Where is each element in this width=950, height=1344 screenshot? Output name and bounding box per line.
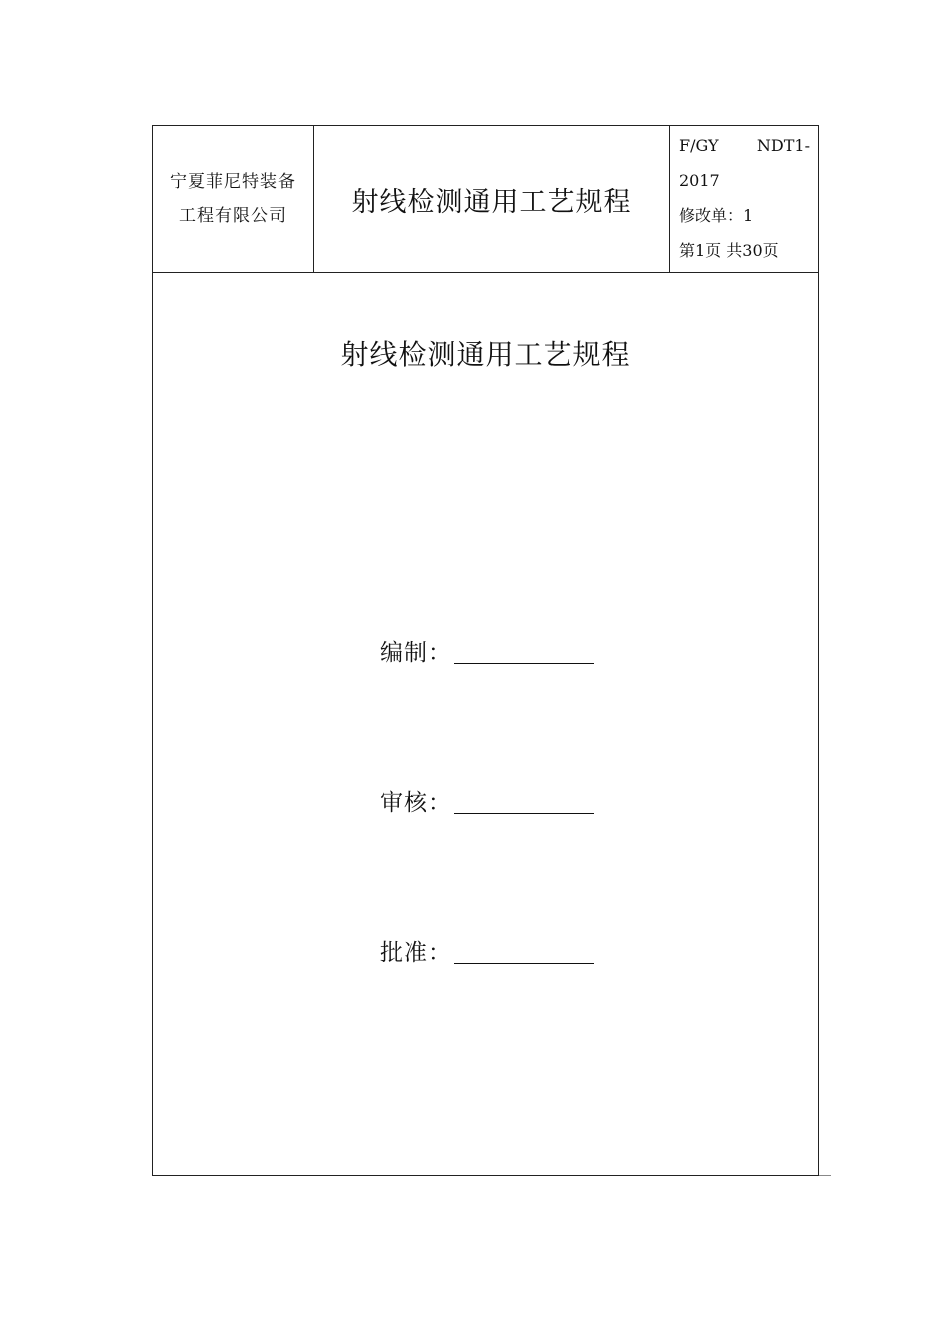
doc-code-suffix: NDT1- (756, 136, 810, 155)
company-cell (153, 126, 314, 272)
document-frame (152, 125, 819, 1176)
signature-row-approved (380, 934, 594, 967)
revision-number: 修改单：1 (679, 206, 754, 225)
signature-line-approved[interactable] (454, 939, 594, 964)
doc-code (679, 128, 810, 163)
signature-line-prepared[interactable] (454, 639, 594, 664)
company-name-line2: 工程有限公司 (179, 206, 287, 226)
header-table (153, 126, 818, 273)
signature-label-prepared: 编制： (380, 640, 452, 666)
signature-row-reviewed (380, 784, 594, 817)
signature-label-reviewed: 审核： (380, 790, 452, 816)
doc-code-prefix: F/GY (679, 136, 719, 155)
signature-label-approved: 批准： (380, 940, 452, 966)
signature-line-reviewed[interactable] (454, 789, 594, 814)
main-title: 射线检测通用工艺规程 (340, 338, 631, 371)
page-info: 第1页 共30页 (679, 241, 779, 260)
header-title: 射线检测通用工艺规程 (314, 126, 670, 272)
page-corner-mark (819, 1175, 831, 1176)
doc-year: 2017 (679, 171, 720, 190)
signature-row-prepared (380, 634, 594, 667)
company-name-line1: 宁夏菲尼特装备 (170, 172, 296, 192)
doc-meta-cell (670, 126, 818, 272)
